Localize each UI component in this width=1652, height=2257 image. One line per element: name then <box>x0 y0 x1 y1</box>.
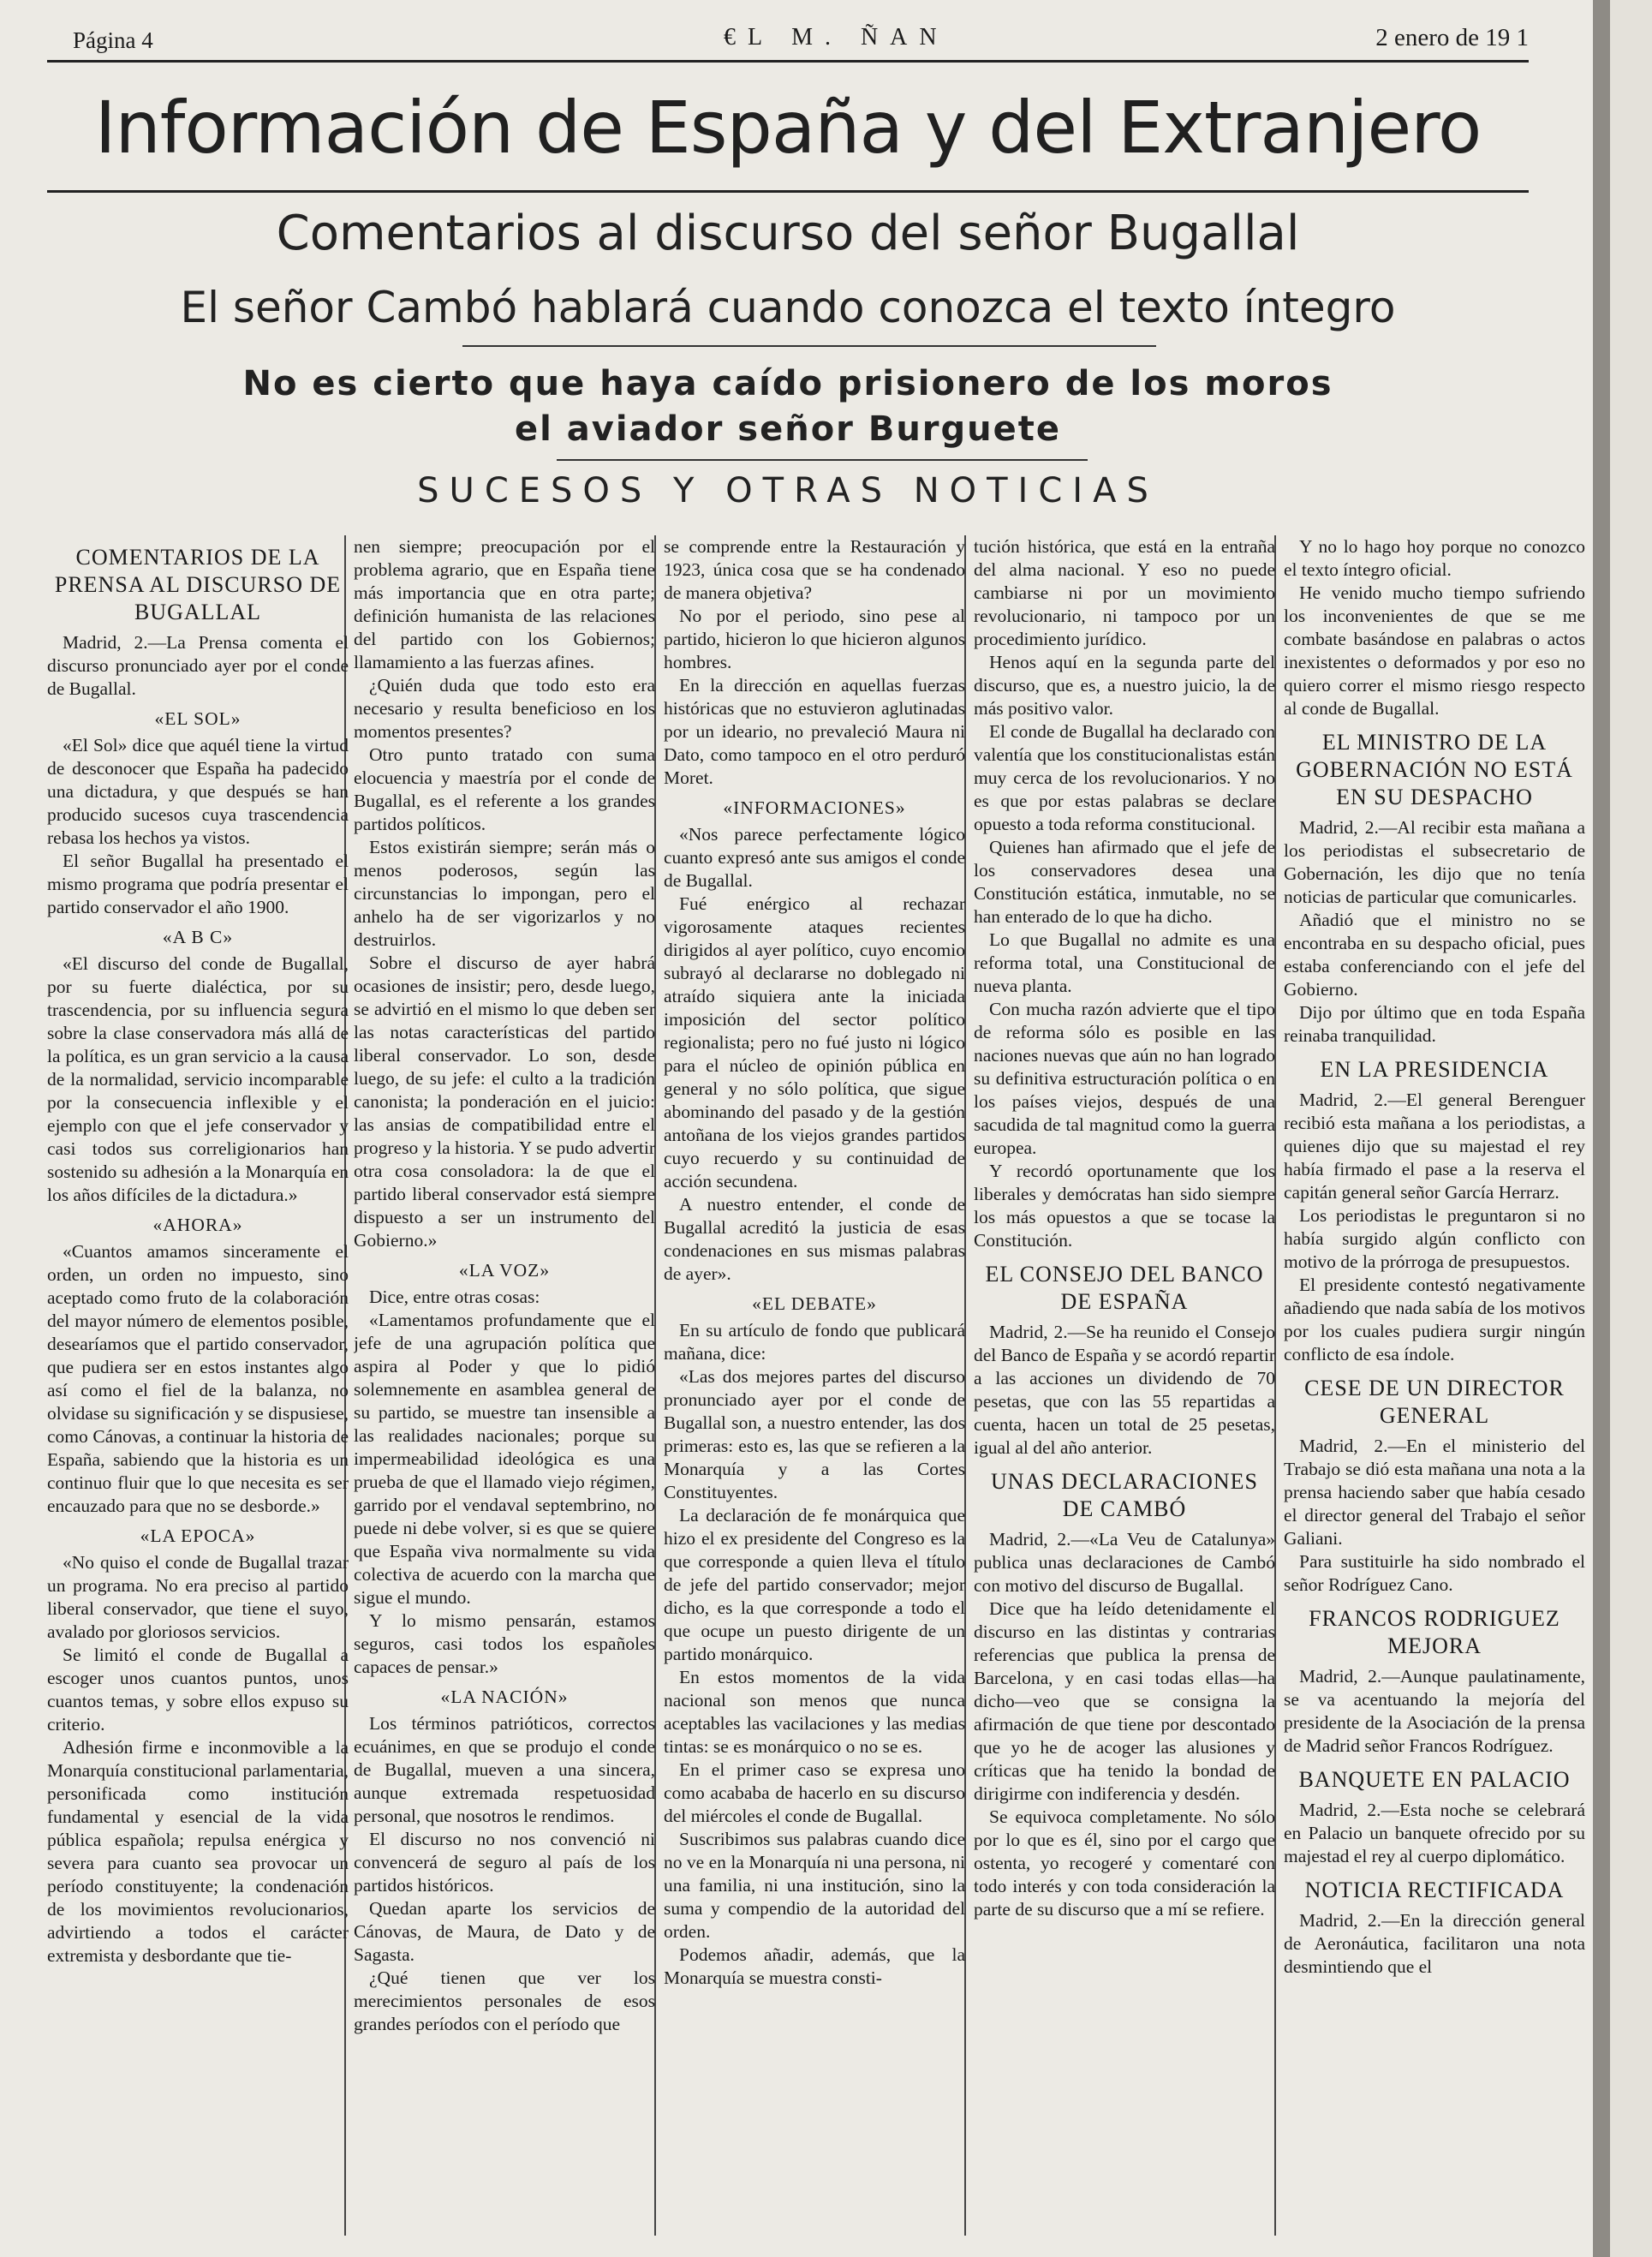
paragraph: Otro punto tratado con suma elocuencia y maestría por el conde de Bugallal, es el referente a los grandes partidos políticos. <box>354 744 655 834</box>
subheading: «EL SOL» <box>154 708 242 729</box>
banner-rule <box>47 190 1529 193</box>
article-heading: BANQUETE EN PALACIO <box>1298 1767 1571 1792</box>
section-title: SUCESOS Y OTRAS NOTICIAS <box>417 471 1159 511</box>
paragraph: Y recordó oportunamente que los liberales y demócratas han sido siempre los más opuestos a que se tocase la Constitución. <box>974 1161 1275 1251</box>
paragraph: El señor Bugallal ha presentado el mismo programa que podría presentar el partido conservador el año 1900. <box>47 851 349 917</box>
page-header <box>47 21 1529 55</box>
paragraph: Madrid, 2.—Al recibir esta mañana a los periodistas el subsecretario de Gobernación, les dijo que no tenía noticias de particular que comunicarles. <box>1284 817 1585 907</box>
paragraph: Henos aquí en la segunda parte del discurso, que es, a nuestro juicio, la de más positivo valor. <box>974 652 1275 719</box>
paragraph: El discurso no nos convenció ni convencerá de seguro al país de los partidos históricos. <box>354 1829 655 1896</box>
paragraph: Madrid, 2.—El general Berenguer recibió esta mañana a los periodistas, a quienes dijo que su majestad el rey había firmado el pase a la reserva el capitán general señor García Herrarz. <box>1284 1090 1585 1203</box>
paragraph: Para sustituirle ha sido nombrado el señor Rodríguez Cano. <box>1284 1551 1585 1595</box>
paragraph: «El Sol» dice que aquél tiene la virtud de desconocer que España ha padecido una dictadura, y que después se han producido sucesos cuya trascendencia rebasa los hechos ya vistos. <box>47 735 349 848</box>
paragraph: Madrid, 2.—Esta noche se celebrará en Palacio un banquete ofrecido por su majestad el rey al cuerpo diplomático. <box>1284 1800 1585 1866</box>
subheading: «EL DEBATE» <box>752 1293 877 1314</box>
paragraph: Dice que ha leído detenidamente el discurso en las distintas y contrarias referencias que publica la prensa de Barcelona, y en casi todas ellas—ha dicho—veo que se consigna la afirmación de que tiene por descontado que yo he de acoger las alusiones y críticas que ha tenido la bondad de dirigirme con indiferencia y desdén. <box>974 1598 1275 1804</box>
paragraph: Los periodistas le preguntaron si no había surgido algún conflicto con motivo de la prórroga de presupuestos. <box>1284 1205 1585 1272</box>
paragraph: «Las dos mejores partes del discurso pronunciado ayer por el conde de Bugallal son, a nuestro entender, las dos primeras: esto es, las que se refieren a la Monarquía y a las Cortes Constituyentes. <box>664 1366 965 1502</box>
subheading: «A B C» <box>162 927 234 947</box>
paragraph: Los términos patrióticos, correctos ecuánimes, en que se produjo el conde de Bugallal, mueven a una sincera, aunque extremada respetuosidad personal, que nosotros le rendimos. <box>354 1713 655 1826</box>
article-heading: CESE DE UN DIRECTOR GENERAL <box>1304 1376 1565 1428</box>
headline-comentarios: Comentarios al discurso del señor Bugallal <box>276 206 1300 261</box>
paragraph: En estos momentos de la vida nacional son menos que nunca aceptables las vacilaciones y las medias tintas: se es monárquico o no se es. <box>664 1667 965 1757</box>
paragraph: Quedan aparte los servicios de Cánovas, de Maura, de Dato y de Sagasta. <box>354 1898 655 1965</box>
paragraph: No por el periodo, sino pese al partido, hicieron lo que hicieron algunos hombres. <box>664 606 965 672</box>
subheading: «LA VOZ» <box>458 1260 551 1281</box>
paragraph: Con mucha razón advierte que el tipo de reforma sólo es posible en las naciones nuevas que aún no han logrado su definitiva estructuración política o en los países viejos, después de una sacudida de tal magnitud como la guerra europea. <box>974 999 1275 1158</box>
column-heading: COMENTARIOS DE LA PRENSA AL DISCURSO DE BUGALLAL <box>54 545 342 624</box>
paragraph: Fué enérgico al rechazar vigorosamente ataques recientes dirigidos al ayer político, cuyo encomio subrayó al declararse no doblegado ni atraído siquiera ante la iniciada imposición del sector político regionalista; pero no fué justo ni lógico para el núcleo de opinión pública en general y no sólo política, que sigue abominando del pasado y de la gestión antoñana de los viejos grandes partidos cuyo recuerdo y su continuidad de acción secundena. <box>664 893 965 1191</box>
article-heading: FRANCOS RODRIGUEZ MEJORA <box>1309 1606 1560 1658</box>
paragraph: nen siempre; preocupación por el problema agrario, que en España tiene más importancia que en otra parte; definición humanista de las relaciones del partido con los Gobiernos; llamamiento a las fuerzas afines. <box>354 536 655 672</box>
paragraph: Madrid, 2.—En la dirección general de Aeronáutica, facilitaron una nota desmintiendo que el <box>1284 1910 1585 1977</box>
adjacent-page-edge <box>1610 0 1652 2257</box>
paragraph: Lo que Bugallal no admite es una reforma total, una Constitucional de nueva planta. <box>974 929 1275 996</box>
paragraph: Se equivoca completamente. No sólo por lo que es él, sino por el cargo que ostenta, yo recogeré y comentaré con todo interés y con toda consideración la parte de su discurso que a mí se refiere. <box>974 1806 1275 1920</box>
paragraph: Adhesión firme e inconmovible a la Monarquía constitucional parlamentaria, personificada como institución fundamental y esencial de la vida pública española; repulsa enérgica y severa para cuanto sea provocar un período constituyente; la condenación de los movimientos revolucionarios, advirtiendo a todos el carácter extremista y desbordante que tie- <box>47 1737 349 1966</box>
paragraph: Y lo mismo pensarán, estamos seguros, casi todos los españoles capaces de pensar.» <box>354 1610 655 1677</box>
paragraph: ¿Quién duda que todo esto era necesario y resulta beneficioso en los momentos presentes? <box>354 675 655 742</box>
paragraph: He venido mucho tiempo sufriendo los inconvenientes de que se me combate basándose en palabras o actos inexistentes o deformados y por eso no quiero correr el mismo riesgo respecto al conde de Bugallal. <box>1284 582 1585 719</box>
paragraph: ¿Qué tienen que ver los merecimientos personales de esos grandes períodos con el período que <box>354 1967 655 2034</box>
subheading: «LA EPOCA» <box>140 1526 256 1546</box>
headline-underline <box>462 345 1156 347</box>
issue-date: 2 enero de 19 1 <box>1375 24 1529 51</box>
headline-burguete-1: No es cierto que haya caído prisionero de los moros <box>242 364 1333 403</box>
paragraph: Podemos añadir, además, que la Monarquía se muestra consti- <box>664 1944 965 1988</box>
column-2 <box>354 535 655 2236</box>
paragraph: Suscribimos sus palabras cuando dice no ve en la Monarquía ni una persona, ni una familia, ni una institución, sino la suma y compendio de la autoridad del orden. <box>664 1829 965 1942</box>
paragraph: Estos existirán siempre; serán más o menos poderosos, según las circunstancias lo impongan, pero el anhelo ha de ser vigorizarlos y no destruirlos. <box>354 837 655 950</box>
masthead: €L M. ÑAN <box>724 24 949 51</box>
paragraph: Madrid, 2.—«La Veu de Catalunya» publica unas declaraciones de Cambó con motivo del discurso de Bugallal. <box>974 1529 1275 1596</box>
headline-burguete-2: el aviador señor Burguete <box>514 409 1062 449</box>
subheading: «LA NACIÓN» <box>440 1687 569 1707</box>
book-gutter <box>1593 0 1610 2257</box>
banner-headline: Información de España y del Extranjero <box>94 86 1482 170</box>
paragraph: Sobre el discurso de ayer habrá ocasiones de insistir; pero, desde luego, se advirtió en el mismo lo que deben ser las notas características del partido liberal conservador. Lo son, desde luego, de su jefe: el culto a la tradición canonista; la ponderación en el juicio: las ansias de compatibilidad entre el progreso y la historia. Y se pudo advertir otra cosa consoladora: la de que el partido liberal conservador está siempre dispuesto a ser un instrumento del Gobierno.» <box>354 952 655 1251</box>
paragraph: A nuestro entender, el conde de Bugallal acreditó la justicia de esas condenaciones en sus mismas palabras de ayer». <box>664 1194 965 1284</box>
paragraph: En la dirección en aquellas fuerzas históricas que no estuvieron aglutinadas por un ideario, no prevaleció Maura ni Dato, como tampoco en el otro perduró Moret. <box>664 675 965 788</box>
paragraph: El presidente contestó negativamente añadiendo que nada sabía de los motivos por los cuales pudiera surgir ningún conflicto de esa índole. <box>1284 1275 1585 1364</box>
column-4 <box>974 535 1275 2236</box>
paragraph: se comprende entre la Restauración y 1923, única cosa que se ha condenado de manera objetiva? <box>664 536 965 603</box>
column-1 <box>47 535 349 2236</box>
paragraph: Madrid, 2.—Se ha reunido el Consejo del Banco de España y se acordó repartir a las acciones un dividendo de 70 pesetas, que con las 55 repartidas a cuenta, hacen un total de 25 pesetas, igual al del año anterior. <box>974 1322 1275 1458</box>
header-rule <box>47 60 1529 63</box>
article-columns <box>47 535 1585 2236</box>
paragraph: La declaración de fe monárquica que hizo el ex presidente del Congreso es la que corresponde a quien lleva el título de jefe del partido conservador; mejor dicho, es la que corresponde a todo el que ocupe un puesto dirigente de un partido monárquico. <box>664 1505 965 1664</box>
article-heading: UNAS DECLARACIONES DE CAMBÓ <box>991 1469 1258 1521</box>
subheading: «INFORMACIONES» <box>723 797 906 818</box>
paragraph: Dijo por último que en toda España reinaba tranquilidad. <box>1284 1002 1585 1046</box>
column-5 <box>1284 535 1585 2236</box>
article-heading: EL CONSEJO DEL BANCO DE ESPAÑA <box>985 1262 1264 1314</box>
paragraph: «Lamentamos profundamente que el jefe de una agrupación política que aspira al Poder y que lo pidió solemnemente en asamblea general de su partido, se muestre tan insensible a las realidades nacionales; porque su impermeabilidad ideológica es una prueba de que el llamado viejo régimen, garrido por el vendaval septembrino, no puede ni debe volver, si es que se quiere que España viva normalmente su vida colectiva de acuerdo con la marcha que sigue el mundo. <box>354 1310 655 1608</box>
paragraph: Se limitó el conde de Bugallal a escoger unos cuantos puntos, unos cuantos temas, y sobre ellos expuso su criterio. <box>47 1645 349 1735</box>
paragraph: «El discurso del conde de Bugallal, por su fuerte dialéctica, por su trascendencia, por su influencia segura sobre la clase conservadora más allá de la política, es un gran servicio a la causa de la normalidad, servicio incomparable por la consecuencia inflexible y el ejemplo con que el jefe conservador y casi todos sus correligionarios han sostenido su adhesión a la Monarquía en los años difíciles de la dictadura.» <box>47 953 349 1205</box>
paragraph: «Nos parece perfectamente lógico cuanto expresó ante sus amigos el conde de Bugallal. <box>664 824 965 891</box>
page-number: Página 4 <box>73 27 153 53</box>
subheading: «AHORA» <box>152 1215 243 1235</box>
paragraph: Dice, entre otras cosas: <box>369 1287 540 1307</box>
article-heading: NOTICIA RECTIFICADA <box>1304 1878 1565 1902</box>
article-heading: EN LA PRESIDENCIA <box>1320 1057 1549 1082</box>
paragraph: tución histórica, que está en la entraña del alma nacional. Y eso no puede cambiarse ni por un movimiento revolucionario, ni tampoco por un procedimiento jurídico. <box>974 536 1275 649</box>
column-3 <box>664 535 965 2236</box>
paragraph: Y no lo hago hoy porque no conozco el texto íntegro oficial. <box>1284 536 1585 580</box>
paragraph: «Cuantos amamos sinceramente el orden, un orden no impuesto, sino aceptado como fruto de la colaboración del mayor número de elementos posible, desearíamos que el partido conservador, que pudiera ser en estos instantes algo así como el fiel de la balanza, no olvidase su significación y se dispusiese, como Cánovas, a continuar la historia de España, sabiendo que la historia es un continuo fluir que lo que necesita es ser encauzado para que no se desborde.» <box>47 1241 349 1516</box>
paragraph: En su artículo de fondo que publicará mañana, dice: <box>664 1320 965 1364</box>
paragraph: Añadió que el ministro no se encontraba en su despacho oficial, pues estaba conferenciando con el jefe del Gobierno. <box>1284 910 1585 1000</box>
paragraph: En el primer caso se expresa uno como acababa de hacerlo en su discurso del miércoles el conde de Bugallal. <box>664 1759 965 1826</box>
paragraph: Madrid, 2.—Aunque paulatinamente, se va acentuando la mejoría del presidente de la Asociación de la prensa de Madrid señor Francos Rodríguez. <box>1284 1666 1585 1756</box>
paragraph: Madrid, 2.—En el ministerio del Trabajo se dió esta mañana una nota a la prensa haciendo saber que había cesado el director general del Trabajo el señor Galiani. <box>1284 1436 1585 1549</box>
paragraph: Quienes han afirmado que el jefe de los conservadores desea una Constitución estática, inmutable, no se han enterado de lo que ha dicho. <box>974 837 1275 927</box>
article-heading: EL MINISTRO DE LA GOBERNACIÓN NO ESTÁ EN SU DESPACHO <box>1296 730 1573 809</box>
paragraph: El conde de Bugallal ha declarado con valentía que los constitucionalistas están muy cerca de los revolucionarios. Y no es que por estas palabras se declare opuesto a toda reforma constitucional. <box>974 721 1275 834</box>
paragraph: Madrid, 2.—La Prensa comenta el discurso pronunciado ayer por el conde de Bugallal. <box>47 632 349 699</box>
headline-cambo: El señor Cambó hablará cuando conozca el texto íntegro <box>180 283 1396 332</box>
paragraph: «No quiso el conde de Bugallal trazar un programa. No era preciso al partido liberal conservador, que tiene el suyo, avalado por gloriosos servicios. <box>47 1552 349 1642</box>
headline-underline-2 <box>557 459 1088 461</box>
